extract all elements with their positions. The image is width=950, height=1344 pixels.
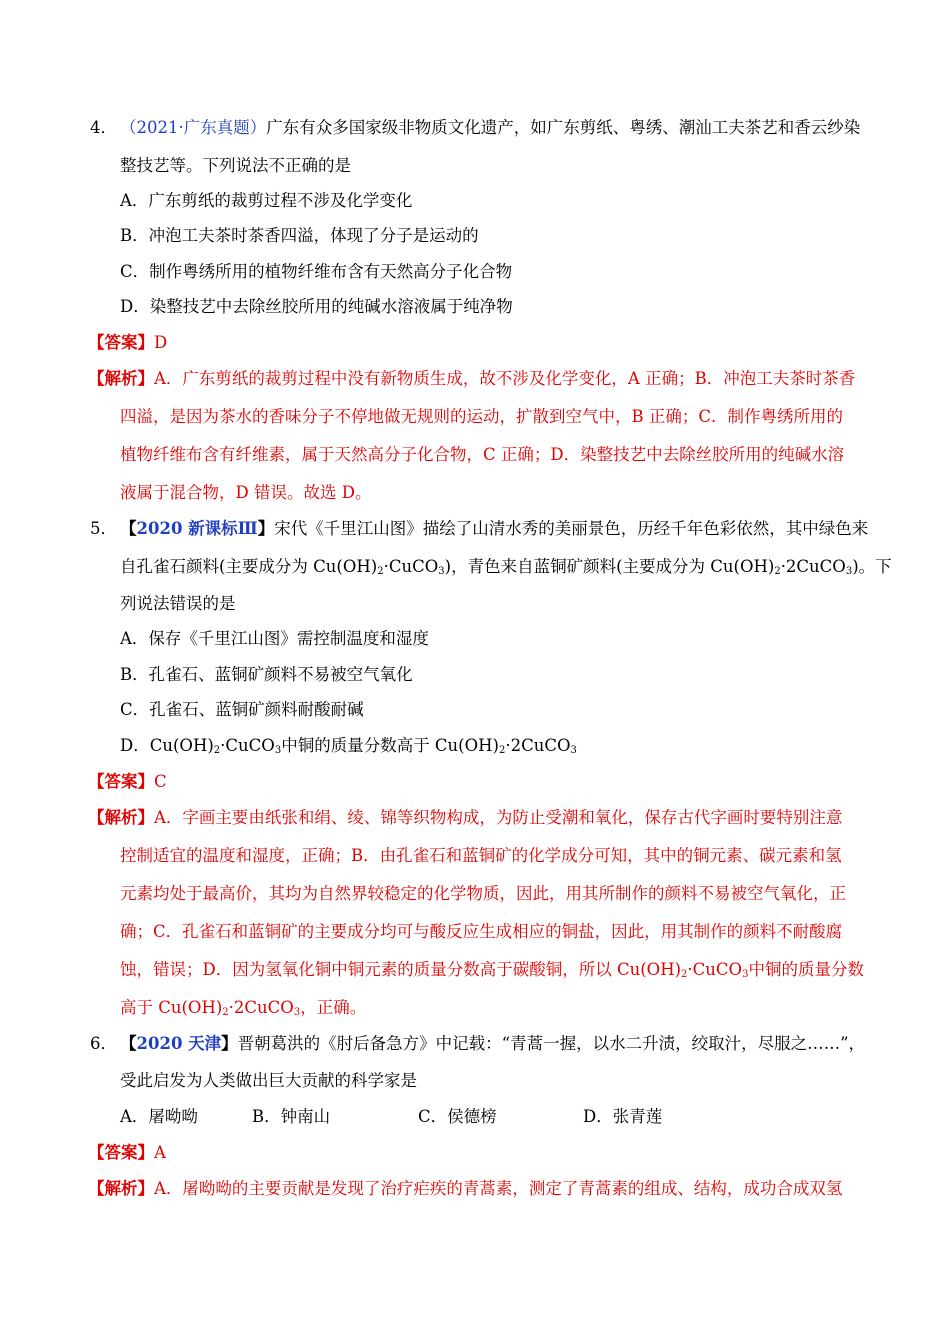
q5-stem-line-3: 列说法错误的是 (120, 594, 236, 613)
q6-option-d: D．张青莲 (583, 1107, 663, 1126)
q5-analysis-sub-4: 3 (293, 1007, 301, 1018)
q5-stem-line-1 (120, 519, 868, 539)
q4-option-a: A．广东剪纸的裁剪过程不涉及化学变化 (120, 191, 413, 210)
q4-stem-line-1 (120, 118, 860, 138)
q5-answer (88, 772, 167, 792)
q5-analysis-5b: ·CuCO (687, 960, 743, 979)
q5-optd-c: 中铜的质量分数高于 Cu(OH) (281, 736, 499, 755)
q5-sub-1: 2 (377, 566, 384, 577)
q5-optd-sub-3: 2 (498, 745, 506, 756)
q4-analysis-line-1 (88, 369, 855, 389)
q5-sub-4: 3 (845, 566, 853, 577)
q6-source: 2020 天津 (136, 1034, 222, 1053)
q5-option-a: A．保存《千里江山图》需控制温度和湿度 (120, 629, 429, 648)
q4-option-d: D．染整技艺中去除丝胶所用的纯碱水溶液属于纯净物 (120, 297, 513, 316)
q6-source-open: 【 (120, 1034, 137, 1053)
q6-stem-line-2: 受此启发为人类做出巨大贡献的科学家是 (120, 1071, 417, 1090)
q5-option-b: B．孔雀石、蓝铜矿颜料不易被空气氧化 (120, 665, 413, 684)
q5-stem-2d: ·2CuCO (780, 557, 846, 576)
q4-number: 4． (90, 118, 117, 137)
q6-answer-value: A (154, 1143, 166, 1162)
q5-optd-sub-4: 3 (570, 745, 577, 756)
q6-stem-text-1: 晋朝葛洪的《肘后备急方》中记载：“青蒿一握，以水二升渍，绞取汁，尽服之……”， (237, 1034, 866, 1053)
q5-stem-line-2 (120, 557, 892, 577)
q5-analysis-line-2: 控制适宜的温度和湿度，正确；B．由孔雀石和蓝铜矿的化学成分可知，其中的铜元素、碳元素和氢 (120, 846, 842, 865)
q5-optd-a: D．Cu(OH) (120, 736, 214, 755)
q6-option-a: A．屠呦呦 (120, 1107, 198, 1126)
q4-analysis-line-2: 四溢，是因为茶水的香味分子不停地做无规则的运动，扩散到空气中，B 正确；C．制作粤绣所用的 (120, 407, 843, 426)
q5-analysis-6b: ·2CuCO (228, 998, 294, 1017)
q5-option-d (120, 736, 577, 756)
q6-source-close: 】 (221, 1034, 238, 1053)
q5-analysis-6c: ，正确。 (300, 998, 367, 1017)
q4-option-c: C．制作粤绣所用的植物纤维布含有天然高分子化合物 (120, 262, 513, 281)
q6-option-b: B．钟南山 (252, 1107, 331, 1126)
q6-analysis-tag: 【解析】 (88, 1179, 154, 1198)
q5-answer-value: C (154, 772, 167, 791)
q5-analysis-text-1: A．字画主要由纸张和绢、绫、锦等织物构成，为防止受潮和氧化，保存古代字画时要特别注意 (154, 808, 843, 827)
q5-source-close: 】 (257, 519, 275, 538)
q6-answer-tag: 【答案】 (88, 1143, 154, 1162)
q5-analysis-sub-1: 2 (681, 969, 688, 980)
q6-analysis-line-1 (88, 1179, 842, 1199)
q4-answer-value: D (154, 333, 168, 352)
q5-analysis-sub-2: 3 (742, 969, 749, 980)
q5-source: 2020 新课标Ⅲ (136, 519, 258, 538)
q6-answer (88, 1143, 166, 1163)
q5-analysis-5a: 蚀，错误；D．因为氢氧化铜中铜元素的质量分数高于碳酸铜，所以 Cu(OH) (120, 960, 682, 979)
q5-stem-text-1: 宋代《千里江山图》描绘了山清水秀的美丽景色，历经千年色彩依然，其中绿色来 (274, 519, 869, 538)
q5-sub-2: 3 (438, 566, 445, 577)
q6-option-c: C．侯德榜 (418, 1107, 497, 1126)
q4-option-b: B．冲泡工夫茶时茶香四溢，体现了分子是运动的 (120, 226, 479, 245)
q4-analysis-tag: 【解析】 (88, 369, 154, 388)
q4-source: （2021·广东真题） (120, 118, 267, 137)
q4-stem-text-1: 广东有众多国家级非物质文化遗产，如广东剪纸、粤绣、潮汕工夫茶艺和香云纱染 (266, 118, 861, 137)
q4-answer (88, 333, 167, 353)
q6-analysis-text-1: A．屠呦呦的主要贡献是发现了治疗疟疾的青蒿素，测定了青蒿素的组成、结构，成功合成双氢 (154, 1179, 843, 1198)
q5-option-c: C．孔雀石、蓝铜矿颜料耐酸耐碱 (120, 700, 364, 719)
q5-stem-2e: )。下 (852, 557, 892, 576)
q5-analysis-line-4: 确；C．孔雀石和蓝铜矿的主要成分均可与酸反应生成相应的铜盐，因此，用其制作的颜料不耐酸腐 (120, 922, 843, 941)
q5-analysis-tag: 【解析】 (88, 808, 154, 827)
q4-stem-line-2: 整技艺等。下列说法不正确的是 (120, 156, 351, 175)
q6-number: 6． (90, 1034, 117, 1053)
q5-optd-sub-2: 3 (274, 745, 282, 756)
q5-analysis-line-6 (120, 998, 366, 1018)
q5-analysis-line-1 (88, 808, 842, 828)
q5-source-open: 【 (120, 519, 137, 538)
q5-sub-3: 2 (774, 566, 781, 577)
q5-analysis-6a: 高于 Cu(OH) (120, 998, 223, 1017)
q5-stem-2c: )，青色来自蓝铜矿颜料(主要成分为 Cu(OH) (444, 557, 775, 576)
q5-optd-d: ·2CuCO (505, 736, 571, 755)
q4-analysis-text-1: A．广东剪纸的裁剪过程中没有新物质生成，故不涉及化学变化，A 正确；B．冲泡工夫茶时茶香 (154, 369, 856, 388)
q5-stem-2a: 自孔雀石颜料(主要成分为 Cu(OH) (120, 557, 378, 576)
q4-analysis-line-3: 植物纤维布含有纤维素，属于天然高分子化合物，C 正确；D．染整技艺中去除丝胶所用的纯碱水溶 (120, 445, 845, 464)
q5-analysis-line-3: 元素均处于最高价，其均为自然界较稳定的化学物质，因此，用其所制作的颜料不易被空气氧化，正 (120, 884, 846, 903)
q5-answer-tag: 【答案】 (88, 772, 154, 791)
q5-optd-b: ·CuCO (220, 736, 275, 755)
q4-analysis-line-4: 液属于混合物，D 错误。故选 D。 (120, 483, 372, 502)
q5-number: 5． (90, 519, 117, 538)
q5-stem-2b: ·CuCO (383, 557, 439, 576)
q5-optd-sub-1: 2 (213, 745, 221, 756)
q4-answer-tag: 【答案】 (88, 333, 154, 352)
q5-analysis-line-5 (120, 960, 864, 980)
q6-stem-line-1 (120, 1034, 865, 1054)
q5-analysis-sub-3: 2 (222, 1007, 229, 1018)
q5-analysis-5c: 中铜的质量分数 (748, 960, 864, 979)
